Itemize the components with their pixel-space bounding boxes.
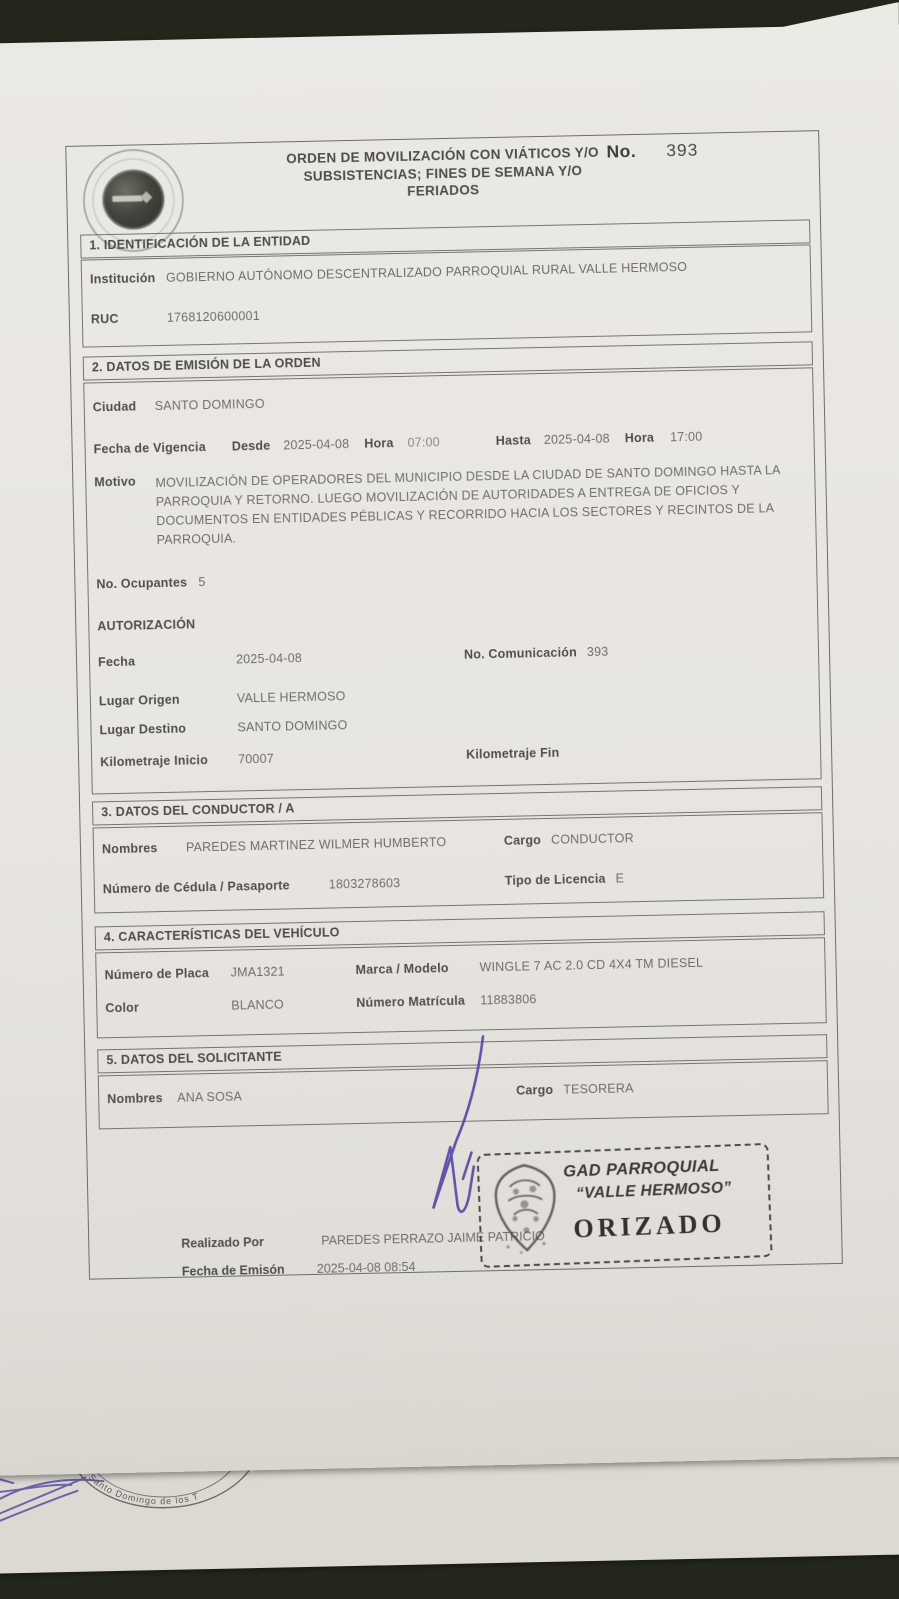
- field-ocupantes: [96, 562, 810, 591]
- conductor-cargo-value: CONDUCTOR: [550, 831, 634, 847]
- field-km-fin: [466, 746, 570, 762]
- field-conductor-nombres: [102, 827, 816, 856]
- hora-desde-value: 07:00: [407, 435, 440, 450]
- document-title-line1: ORDEN DE MOVILIZACIÓN CON VIÁTICOS Y/O: [286, 144, 599, 167]
- vigencia-label: Fecha de Vigencia: [93, 440, 206, 457]
- section4-title: 4. CARACTERÍSTICAS DEL VEHÍCULO: [95, 911, 825, 950]
- realizado-label: Realizado Por: [181, 1235, 265, 1251]
- ciudad-value: SANTO DOMINGO: [154, 396, 265, 414]
- institucion-value: GOBIERNO AUTÓNOMO DESCENTRALIZADO PARROQUIAL RURAL VALLE HERMOSO: [165, 259, 688, 285]
- field-motivo: [94, 460, 809, 551]
- order-number-label: No.: [606, 140, 637, 162]
- solicitante-cargo-value: TESORERA: [563, 1081, 634, 1097]
- destino-value: SANTO DOMINGO: [237, 718, 348, 735]
- conductor-nombres-label: Nombres: [101, 841, 158, 857]
- conductor-nombres-value: PAREDES MARTINEZ WILMER HUMBERTO: [185, 835, 447, 855]
- field-destino: [99, 708, 813, 737]
- field-fecha-autorizacion: [98, 640, 812, 669]
- field-comunicacion: [464, 645, 609, 662]
- comunicacion-label: No. Comunicación: [463, 645, 578, 662]
- placa-value: JMA1321: [230, 964, 285, 980]
- origen-value: VALLE HERMOSO: [236, 689, 346, 706]
- stamp-entity-subname: “VALLE HERMOSO”: [575, 1179, 732, 1203]
- hora-hasta-label: Hora: [624, 430, 655, 446]
- ruc-value: 1768120600001: [166, 308, 260, 325]
- institucion-label: Institución: [89, 271, 156, 287]
- order-number: [606, 140, 698, 163]
- field-conductor-cargo: [504, 831, 634, 848]
- field-cedula: [103, 867, 817, 896]
- realizado-value: PAREDES PERRAZO JAIME PATRICIO: [321, 1229, 546, 1248]
- licencia-value: E: [615, 871, 625, 886]
- conductor-cargo-label: Cargo: [503, 833, 542, 848]
- field-ciudad: [93, 385, 807, 414]
- seal-key-icon: [112, 195, 142, 202]
- solicitante-nombres-value: ANA SOSA: [177, 1089, 243, 1105]
- cedula-label: Número de Cédula / Pasaporte: [102, 878, 290, 897]
- field-matricula: [356, 992, 537, 1010]
- section2-box: [83, 367, 821, 794]
- field-institucion: [90, 257, 804, 286]
- section2-title: 2. DATOS DE EMISIÓN DE LA ORDEN: [83, 341, 813, 380]
- document-title-line2: SUBSISTENCIAS; FINES DE SEMANA Y/O: [303, 162, 583, 184]
- field-licencia: [505, 871, 625, 887]
- motivo-value: MOVILIZACIÓN DE OPERADORES DEL MUNICIPIO DESDE LA CIUDAD DE SANTO DOMINGO HASTA LA PARROQUIA Y RETORNO. LUEGO MOVILIZACIÓN DE AUTORIDADES A ENTREGA DE OFICIOS Y DOCUMENTOS EN ENTIDADES PÉBLICAS Y RECORRIDO HACIA LOS SECTORES Y RECINTOS DE LA PARROQUIA.: [155, 463, 781, 548]
- km-inicio-label: Kilometraje Inicio: [100, 753, 209, 770]
- solicitante-nombres-label: Nombres: [107, 1091, 163, 1107]
- field-placa: [104, 953, 818, 982]
- marca-label: Marca / Modelo: [355, 961, 449, 978]
- motivo-label: Motivo: [94, 474, 136, 490]
- document-title-line3: FERIADOS: [407, 182, 480, 199]
- field-vigencia: [93, 427, 807, 456]
- field-origen: [99, 679, 813, 708]
- ruc-label: RUC: [90, 311, 119, 327]
- solicitante-cargo-label: Cargo: [516, 1082, 554, 1098]
- comunicacion-value: 393: [586, 644, 609, 660]
- km-inicio-value: 70007: [238, 751, 275, 767]
- licencia-label: Tipo de Licencia: [504, 871, 606, 888]
- stacked-sheet-corner: [753, 2, 899, 36]
- document-sheet: [0, 24, 899, 1476]
- placa-label: Número de Placa: [104, 966, 210, 983]
- section5-title: 5. DATOS DEL SOLICITANTE: [97, 1034, 827, 1073]
- field-color: [105, 986, 819, 1015]
- color-value: BLANCO: [231, 997, 285, 1013]
- hasta-label: Hasta: [495, 433, 532, 448]
- desde-label: Desde: [231, 438, 271, 454]
- desde-value: 2025-04-08: [283, 437, 350, 453]
- marca-value: WINGLE 7 AC 2.0 CD 4X4 TM DIESEL: [479, 955, 704, 975]
- ciudad-label: Ciudad: [92, 399, 137, 415]
- matricula-label: Número Matrícula: [356, 993, 466, 1011]
- emision-value: 2025-04-08 08:54: [316, 1259, 416, 1276]
- hora-hasta-value: 17:00: [669, 429, 703, 445]
- ocupantes-label: No. Ocupantes: [96, 575, 188, 592]
- svg-text:Santo Domingo de los T: [87, 1470, 201, 1508]
- section3-box: [93, 812, 825, 913]
- emision-label: Fecha de Emisón: [181, 1262, 285, 1279]
- fecha-value: 2025-04-08: [235, 651, 303, 667]
- bottom-stamp-arc-text: Santo Domingo de los T: [86, 1472, 201, 1507]
- hora-desde-label: Hora: [364, 436, 394, 451]
- authorization-heading: [97, 604, 811, 633]
- km-fin-label: Kilometraje Fin: [465, 745, 560, 762]
- document-border: [65, 130, 843, 1280]
- field-emision: [182, 1260, 416, 1279]
- color-label: Color: [105, 1000, 140, 1016]
- origen-label: Lugar Origen: [98, 692, 180, 709]
- stamp-authorized-text: ORIZADO: [572, 1208, 727, 1244]
- cedula-value: 1803278603: [328, 876, 401, 892]
- hasta-value: 2025-04-08: [543, 431, 610, 447]
- destino-label: Lugar Destino: [99, 721, 187, 738]
- autorizacion-label: AUTORIZACIÓN: [97, 617, 196, 634]
- stamp-entity-name: GAD PARROQUIAL: [562, 1156, 721, 1181]
- section1-box: [81, 244, 813, 347]
- field-kilometraje: [100, 740, 814, 769]
- section1-title: 1. IDENTIFICACIÓN DE LA ENTIDAD: [80, 219, 810, 258]
- section3-title: 3. DATOS DEL CONDUCTOR / A: [92, 786, 822, 825]
- fecha-label: Fecha: [97, 654, 136, 670]
- field-marca: [355, 956, 703, 977]
- order-number-value: 393: [665, 139, 699, 161]
- ocupantes-value: 5: [198, 575, 206, 590]
- field-ruc: [91, 297, 805, 326]
- matricula-value: 11883806: [480, 992, 537, 1008]
- signature-ink: [405, 1017, 570, 1250]
